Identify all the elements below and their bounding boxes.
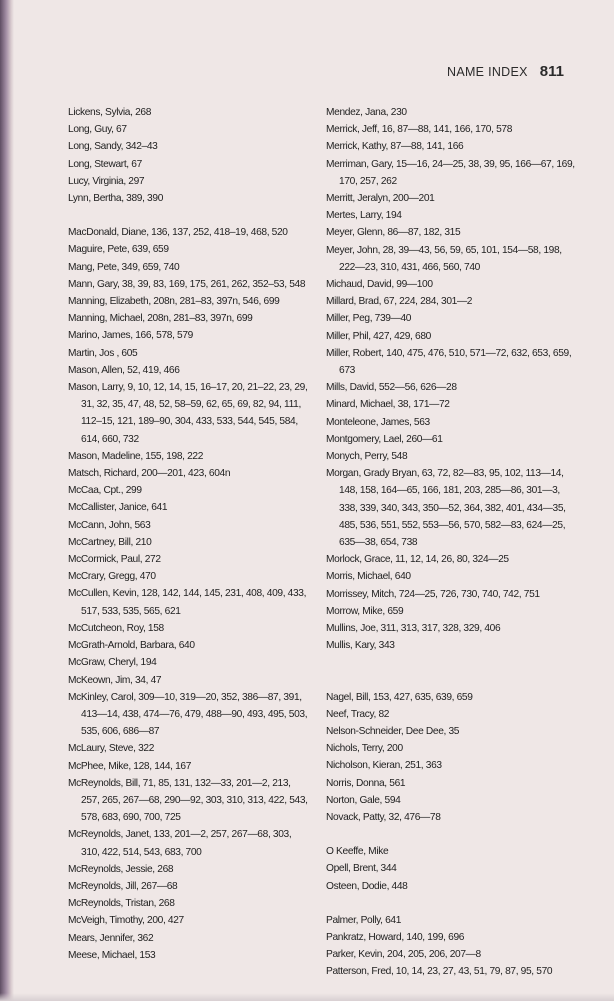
index-entry: McPhee, Mike, 128, 144, 167 <box>68 760 192 772</box>
index-entry: Manning, Elizabeth, 208n, 281–83, 397n, 546, 699 <box>68 296 280 308</box>
index-entry: McReynolds, Tristan, 268 <box>68 898 175 910</box>
index-entry: Opell, Brent, 344 <box>326 863 397 875</box>
index-entry: McCutcheon, Roy, 158 <box>68 622 164 634</box>
index-entry: Mullis, Kary, 343 <box>326 640 395 652</box>
index-entry: Mills, David, 552—56, 626—28 <box>326 382 457 394</box>
index-entry: McCallister, Janice, 641 <box>68 502 168 514</box>
index-entry: Lynn, Bertha, 389, 390 <box>68 193 164 205</box>
index-entry: Monych, Perry, 548 <box>326 451 408 463</box>
index-entry: Novack, Patty, 32, 476—78 <box>326 811 441 823</box>
page-number: 811 <box>539 63 564 80</box>
running-head <box>447 63 564 80</box>
index-entry: Long, Sandy, 342–43 <box>68 141 158 153</box>
index-entry: Lickens, Sylvia, 268 <box>68 107 152 118</box>
index-entry: Miller, Peg, 739—40 <box>326 313 412 325</box>
index-entry: Neef, Tracy, 82 <box>326 708 390 720</box>
index-column-left <box>68 104 308 964</box>
index-entry: Millard, Brad, 67, 224, 284, 301—2 <box>326 296 473 308</box>
index-entry: Patterson, Fred, 10, 14, 23, 27, 43, 51, 79, 87, 95, 570 <box>326 966 553 978</box>
index-entry: Martin, Jos , 605 <box>68 347 138 359</box>
index-entry: McCullen, Kevin, 128, 142, 144, 145, 231, 408, 409, 433, 517, 533, 535, 565, 621 <box>68 588 307 617</box>
index-entry: Matsch, Richard, 200—201, 423, 604n <box>68 468 231 480</box>
index-entry: McReynolds, Jessie, 268 <box>68 863 174 875</box>
index-entry: O Keeffe, Mike <box>326 846 389 858</box>
index-entry: Nicholson, Kieran, 251, 363 <box>326 760 442 772</box>
index-entry: Merriman, Gary, 15—16, 24—25, 38, 39, 95, 166—67, 169, 170, 257, 262 <box>326 158 575 187</box>
index-entry: Mann, Gary, 38, 39, 83, 169, 175, 261, 262, 352–53, 548 <box>68 278 306 290</box>
index-entry: McCrary, Gregg, 470 <box>68 571 156 583</box>
index-entry: McGrath-Arnold, Barbara, 640 <box>68 640 195 652</box>
index-entry: Morgan, Grady Bryan, 63, 72, 82—83, 95, 102, 113—14, 148, 158, 164—65, 166, 181, 203, 285—86, 301—3, 338, 339, 340, 343, 350—52, 364, 382, 401, 434—35, 485, 536, 551, 552, 553—56, 570, 582—83, 624—25, 635—38, 654, 738 <box>326 468 566 549</box>
index-column-right <box>326 104 576 981</box>
index-entry: McCormick, Paul, 272 <box>68 554 161 566</box>
index-entry: Palmer, Polly, 641 <box>326 914 402 926</box>
index-entry: McVeigh, Timothy, 200, 427 <box>68 915 184 927</box>
index-entry: Morrow, Mike, 659 <box>326 605 404 617</box>
index-entry: Marino, James, 166, 578, 579 <box>68 330 193 342</box>
index-entry: McKinley, Carol, 309—10, 319—20, 352, 386—87, 391, 413—14, 438, 474—76, 479, 488—90, 493, 495, 503, 535, 606, 686—87 <box>68 691 308 738</box>
index-entry: McCaa, Cpt., 299 <box>68 485 142 497</box>
index-entry: Nelson-Schneider, Dee Dee, 35 <box>326 725 460 737</box>
index-entry: Merrick, Jeff, 16, 87—88, 141, 166, 170, 578 <box>326 124 513 136</box>
index-entry: Morris, Michael, 640 <box>326 571 411 583</box>
index-entry: Montgomery, Lael, 260—61 <box>326 433 443 445</box>
index-entry: Minard, Michael, 38, 171—72 <box>326 399 450 411</box>
index-entry: Manning, Michael, 208n, 281–83, 397n, 699 <box>68 313 253 325</box>
index-entry: Mears, Jennifer, 362 <box>68 932 154 944</box>
index-entry: Maguire, Pete, 639, 659 <box>68 244 169 256</box>
index-entry: McCann, John, 563 <box>68 519 151 531</box>
index-entry: Miller, Phil, 427, 429, 680 <box>326 330 431 342</box>
page-bottom-edge <box>0 993 614 1001</box>
index-entry: Parker, Kevin, 204, 205, 206, 207—8 <box>326 949 481 961</box>
index-entry: Norris, Donna, 561 <box>326 777 406 789</box>
index-entry: Meyer, John, 28, 39—43, 56, 59, 65, 101, 154—58, 198, 222—23, 310, 431, 466, 560, 740 <box>326 244 562 273</box>
index-entry: Merrick, Kathy, 87—88, 141, 166 <box>326 141 464 153</box>
index-entry: Merritt, Jeralyn, 200—201 <box>326 193 435 205</box>
index-entry: Lucy, Virginia, 297 <box>68 175 145 187</box>
index-title: NAME INDEX <box>447 65 528 79</box>
index-entry: Miller, Robert, 140, 475, 476, 510, 571—72, 632, 653, 659, 673 <box>326 347 572 377</box>
index-entry: Long, Guy, 67 <box>68 124 127 136</box>
index-entry: Mason, Larry, 9, 10, 12, 14, 15, 16–17, 20, 21–22, 23, 29, 31, 32, 35, 47, 48, 52, 58–59, 62, 65, 69, 82, 94, 111, 112–15, 121, 189–90, 304, 433, 533, 544, 545, 584, 614, 660, 732 <box>68 382 308 445</box>
index-entry: Osteen, Dodie, 448 <box>326 880 408 892</box>
index-entry: Mason, Madeline, 155, 198, 222 <box>68 450 204 462</box>
index-entry: Long, Stewart, 67 <box>68 158 142 170</box>
letter-group-gap <box>326 895 576 912</box>
letter-group-gap <box>326 672 576 689</box>
index-entry: Morlock, Grace, 11, 12, 14, 26, 80, 324—25 <box>326 554 509 566</box>
index-entry: Meese, Michael, 153 <box>68 949 156 961</box>
index-entry: McReynolds, Janet, 133, 201—2, 257, 267—68, 303, 310, 422, 514, 543, 683, 700 <box>68 829 292 858</box>
letter-group-gap <box>68 207 308 224</box>
index-entry: McLaury, Steve, 322 <box>68 743 155 755</box>
index-entry: McReynolds, Jill, 267—68 <box>68 880 178 892</box>
index-entry: Pankratz, Howard, 140, 199, 696 <box>326 931 465 943</box>
index-entry: McReynolds, Bill, 71, 85, 131, 132—33, 201—2, 213, 257, 265, 267—68, 290—92, 303, 310, 313, 422, 543, 578, 683, 690, 700, 725 <box>68 777 308 824</box>
index-entry: Monteleone, James, 563 <box>326 416 430 428</box>
index-entry: Morrissey, Mitch, 724—25, 726, 730, 740, 742, 751 <box>326 588 540 600</box>
letter-group-gap <box>326 655 576 672</box>
index-entry: Nagel, Bill, 153, 427, 635, 639, 659 <box>326 691 473 703</box>
index-entry: McCartney, Bill, 210 <box>68 536 152 548</box>
index-entry: McGraw, Cheryl, 194 <box>68 657 157 669</box>
index-entry: Mang, Pete, 349, 659, 740 <box>68 261 180 273</box>
index-entry: Mertes, Larry, 194 <box>326 210 402 222</box>
index-entry: Mason, Allen, 52, 419, 466 <box>68 364 180 376</box>
index-entry: Meyer, Glenn, 86—87, 182, 315 <box>326 227 461 239</box>
index-entry: MacDonald, Diane, 136, 137, 252, 418–19, 468, 520 <box>68 227 288 239</box>
index-entry: Nichols, Terry, 200 <box>326 743 403 755</box>
index-entry: Michaud, David, 99—100 <box>326 279 433 291</box>
binding-shadow <box>0 0 14 1001</box>
letter-group-gap <box>326 826 576 843</box>
index-entry: Mendez, Jana, 230 <box>326 107 407 118</box>
index-entry: Norton, Gale, 594 <box>326 794 401 806</box>
index-entry: McKeown, Jim, 34, 47 <box>68 674 162 686</box>
index-entry: Mullins, Joe, 311, 313, 317, 328, 329, 406 <box>326 623 501 635</box>
